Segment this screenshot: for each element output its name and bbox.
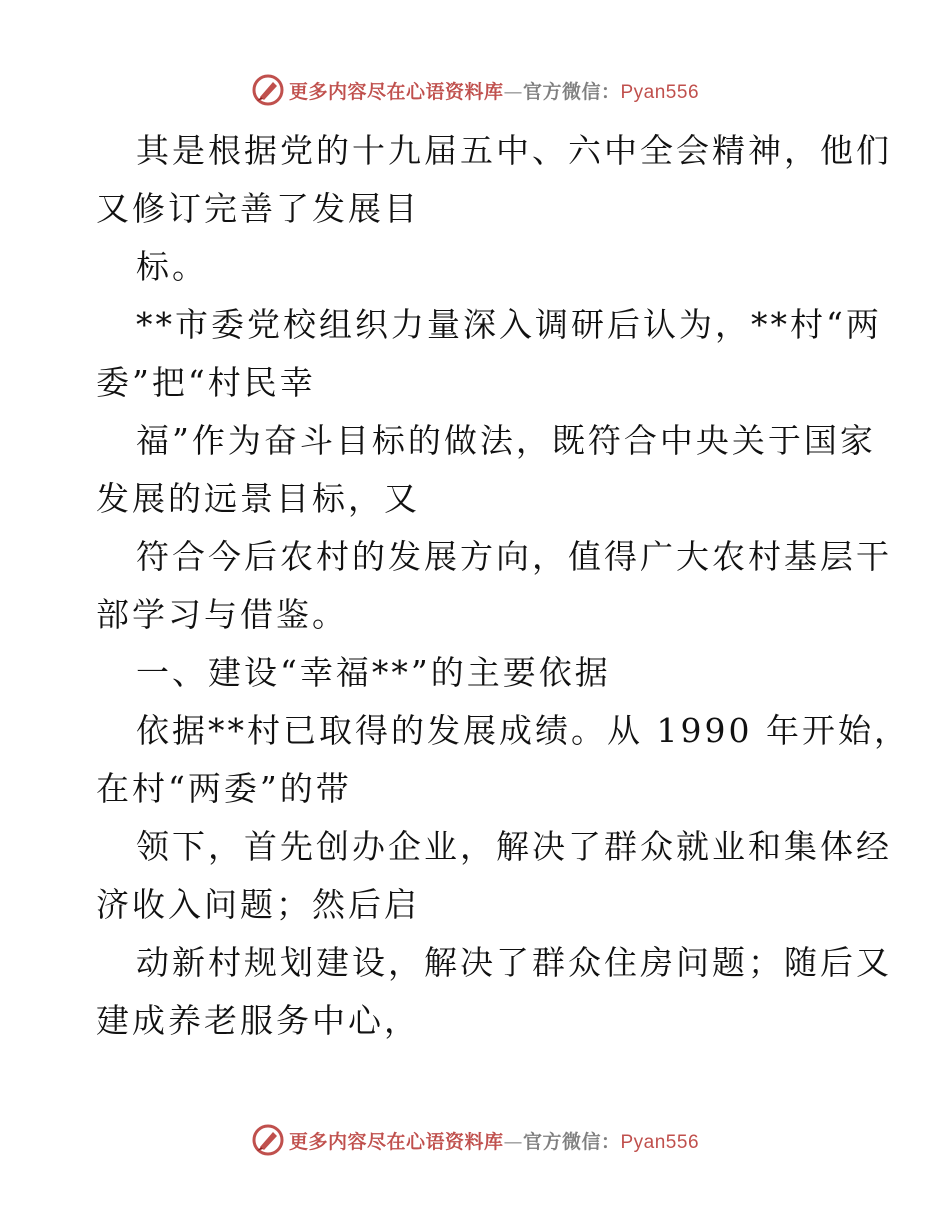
text-line: 标。 (136, 247, 208, 286)
text-line: 领下，首先创办企业，解决了群众就业和集体经 (136, 827, 892, 866)
text-line: 发展的远景目标，又 (96, 479, 420, 518)
text-line: 在村“两委”的带 (96, 769, 352, 808)
header-banner (0, 70, 950, 110)
text-line: 福”作为奋斗目标的做法，既符合中央关于国家 (136, 421, 876, 460)
text-line: 符合今后农村的发展方向，值得广大农村基层干 (136, 537, 892, 576)
banner-text: 更多内容尽在心语资料库—官方微信：Pyan556 (288, 1130, 700, 1153)
text-line: 又修订完善了发展目 (96, 189, 420, 228)
text-line: 委”把“村民幸 (96, 363, 316, 402)
text-line: 部学习与借鉴。 (96, 595, 348, 634)
text-line: 济收入问题；然后启 (96, 885, 420, 924)
text-line: 依据**村已取得的发展成绩。从 1990 年开始， (136, 711, 910, 750)
text-line: 一、建设“幸福**”的主要依据 (136, 653, 611, 692)
footer-banner (0, 1120, 950, 1160)
text-line: **市委党校组织力量深入调研后认为，**村“两 (136, 305, 882, 344)
pen-nib-logo-icon (251, 1123, 285, 1157)
pen-nib-logo-icon (251, 73, 285, 107)
document-body (96, 122, 910, 1050)
text-line: 其是根据党的十九届五中、六中全会精神，他们 (136, 131, 892, 170)
text-line: 建成养老服务中心， (96, 1001, 420, 1040)
banner-text: 更多内容尽在心语资料库—官方微信：Pyan556 (288, 80, 700, 103)
text-line: 动新村规划建设，解决了群众住房问题；随后又 (136, 943, 892, 982)
